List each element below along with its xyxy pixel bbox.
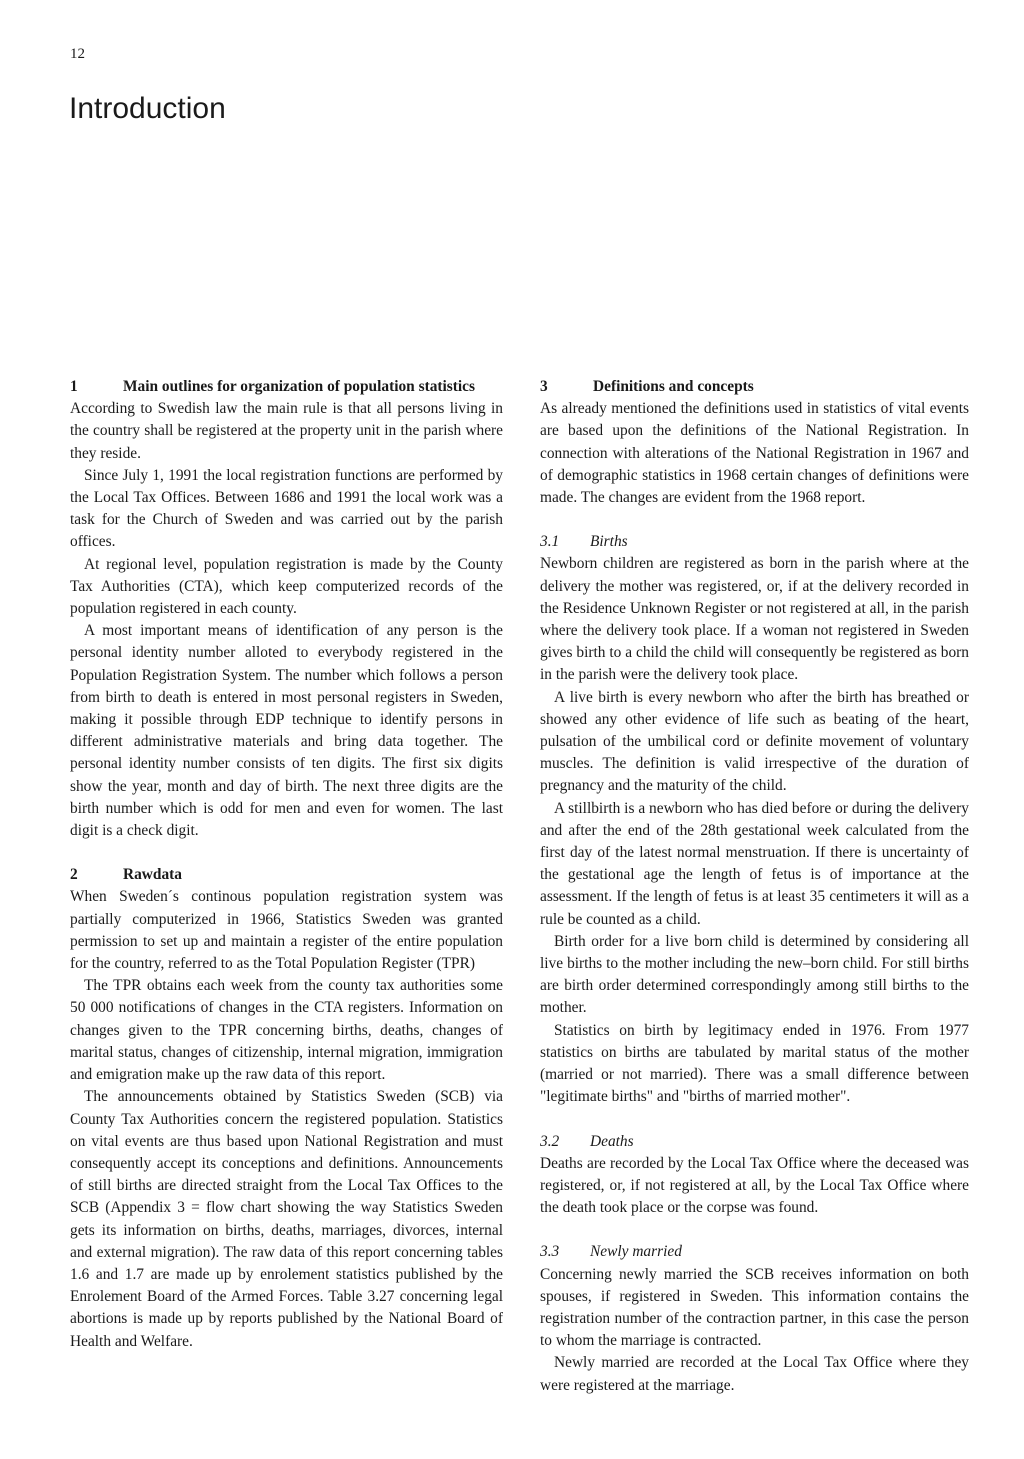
section-spacer [540,1219,969,1241]
subsection-title: Deaths [590,1132,634,1150]
section-spacer [540,1109,969,1131]
paragraph: A most important means of identification of any person is the personal identity number alloted to everybody registered in the Population Registration System. The number which follows a person from birth to death is entered in most personal registers in Sweden, making it possible through EDP technique to identify persons in different administrative materials and bring data together. The personal identity number consists of ten digits. The first six digits show the year, month and day of birth. The next three digits are the birth number which is odd for men and even for women. The last digit is a check digit. [70,622,503,840]
paragraph: The announcements obtained by Statistics Sweden (SCB) via County Tax Authorities concern the registered population. Statistics on vital events are thus based upon National Registration and must consequently accept its conceptions and definitions. Announcements of still births are directed straight from the Local Tax Offices to the SCB (Appendix 3 = flow chart showing the way Statistics Sweden gets its information on births, deaths, marriages, divorces, internal and external migration). The raw data of this report concerning tables 1.6 and 1.7 are made up by enrolement statistics published by the Enrolement Board of the Armed Forces. Table 3.27 concerning legal abortions is made up by reports published by the National Board of Health and Welfare. [70,1088,503,1350]
section-heading-3 [540,376,969,398]
paragraph: According to Swedish law the main rule is that all persons living in the country shall be registered at the property unit in the parish where they reside. [70,400,503,462]
page-number: 12 [70,46,85,62]
section-number: 1 [70,378,78,395]
paragraph: Deaths are recorded by the Local Tax Office where the deceased was registered, or, if not registered at all, by the Local Tax Office where the death took place or the corpse was found. [540,1154,969,1217]
paragraph: As already mentioned the definitions used in statistics of vital events are based upon the definitions of the National Registration. In connection with alterations of the National Registration in 1967 and of demographic statistics in 1968 certain changes of definitions were made. The changes are evident from the 1968 report. [540,400,969,507]
paragraph: Birth order for a live born child is determined by considering all live births to the mother including the new–born child. For still births are birth order determined correspondingly among still births to the mother. [540,932,969,1017]
paragraph: A live birth is every newborn who after the birth has breathed or showed any other evidence of life such as beating of the heart, pulsation of the umbilical cord or definite movement of voluntary muscles. The definition is valid irrespective of the duration of pregnancy and the maturity of the child. [540,688,969,795]
section-heading-2 [70,864,503,886]
chapter-title: Introduction [69,92,226,125]
section-title: Definitions and concepts [593,378,754,395]
subsection-number: 3.3 [540,1243,560,1261]
paragraph: Newborn children are registered as born in the parish where at the delivery the mother was registered, or, if at the delivery recorded in the Residence Unknown Register or not registered at all, in the parish where the delivery took place. If a woman not registered in Sweden gives birth to a child the child will consequently be registered as born in the parish were the delivery took place. [540,555,969,684]
paragraph: When Sweden´s continous population registration system was partially computerized in 1966, Statistics Sweden was granted permission to set up and maintain a register of the entire population for the country, referred to as the Total Population Register (TPR) [70,888,503,973]
paragraph: A stillbirth is a newborn who has died before or during the delivery and after the end of the 28th gestational week calculated from the first day of the latest normal menstruation. If there is uncertainty of the gestational age the length of fetus is of importance at the assessment. If the length of fetus is at least 35 centimeters it will as a rule be counted as a child. [540,799,969,928]
subsection-heading-3-2 [540,1131,969,1153]
section-title: Rawdata [123,866,182,884]
paragraph: At regional level, population registration is made by the County Tax Authorities (CTA), which keep computerized records of the population registered in each county. [70,555,503,618]
paragraph: Newly married are recorded at the Local Tax Office where they were registered at the marriage. [540,1354,969,1394]
section-heading-1 [70,376,503,398]
subsection-heading-3-1 [540,531,969,553]
subsection-number: 3.1 [540,533,560,551]
subsection-title: Births [590,533,628,551]
subsection-number: 3.2 [540,1132,560,1150]
section-spacer [70,842,503,864]
section-number: 2 [70,866,78,884]
paragraph: Concerning newly married the SCB receives information on both spouses, if registered in Sweden. This information contains the registration number of the contraction partner, in this case the person to whom the marriage is contracted. [540,1265,969,1350]
paragraph: The TPR obtains each week from the county tax authorities some 50 000 notifications of changes in the CTA registers. Information on changes given to the TPR concerning births, deaths, changes of marital status, changes of citizenship, internal migration, immigration and emigration make up the raw data of this report. [70,977,503,1084]
subsection-title: Newly married [590,1243,682,1261]
paragraph: Statistics on birth by legitimacy ended in 1976. From 1977 statistics on births are tabulated by marital status of the mother (married or not married). There was a small difference between "legitimate births" and "births of married mother". [540,1021,969,1106]
section-number: 3 [540,378,548,395]
left-column [70,376,503,1353]
section-spacer [540,509,969,531]
paragraph: Since July 1, 1991 the local registration functions are performed by the Local Tax Offices. Between 1686 and 1991 the local work was a task for the Church of Sweden and was carried out by the parish offices. [70,466,503,551]
subsection-heading-3-3 [540,1241,969,1263]
section-title: Main outlines for organization of population statistics [123,378,476,395]
right-column [540,376,969,1397]
